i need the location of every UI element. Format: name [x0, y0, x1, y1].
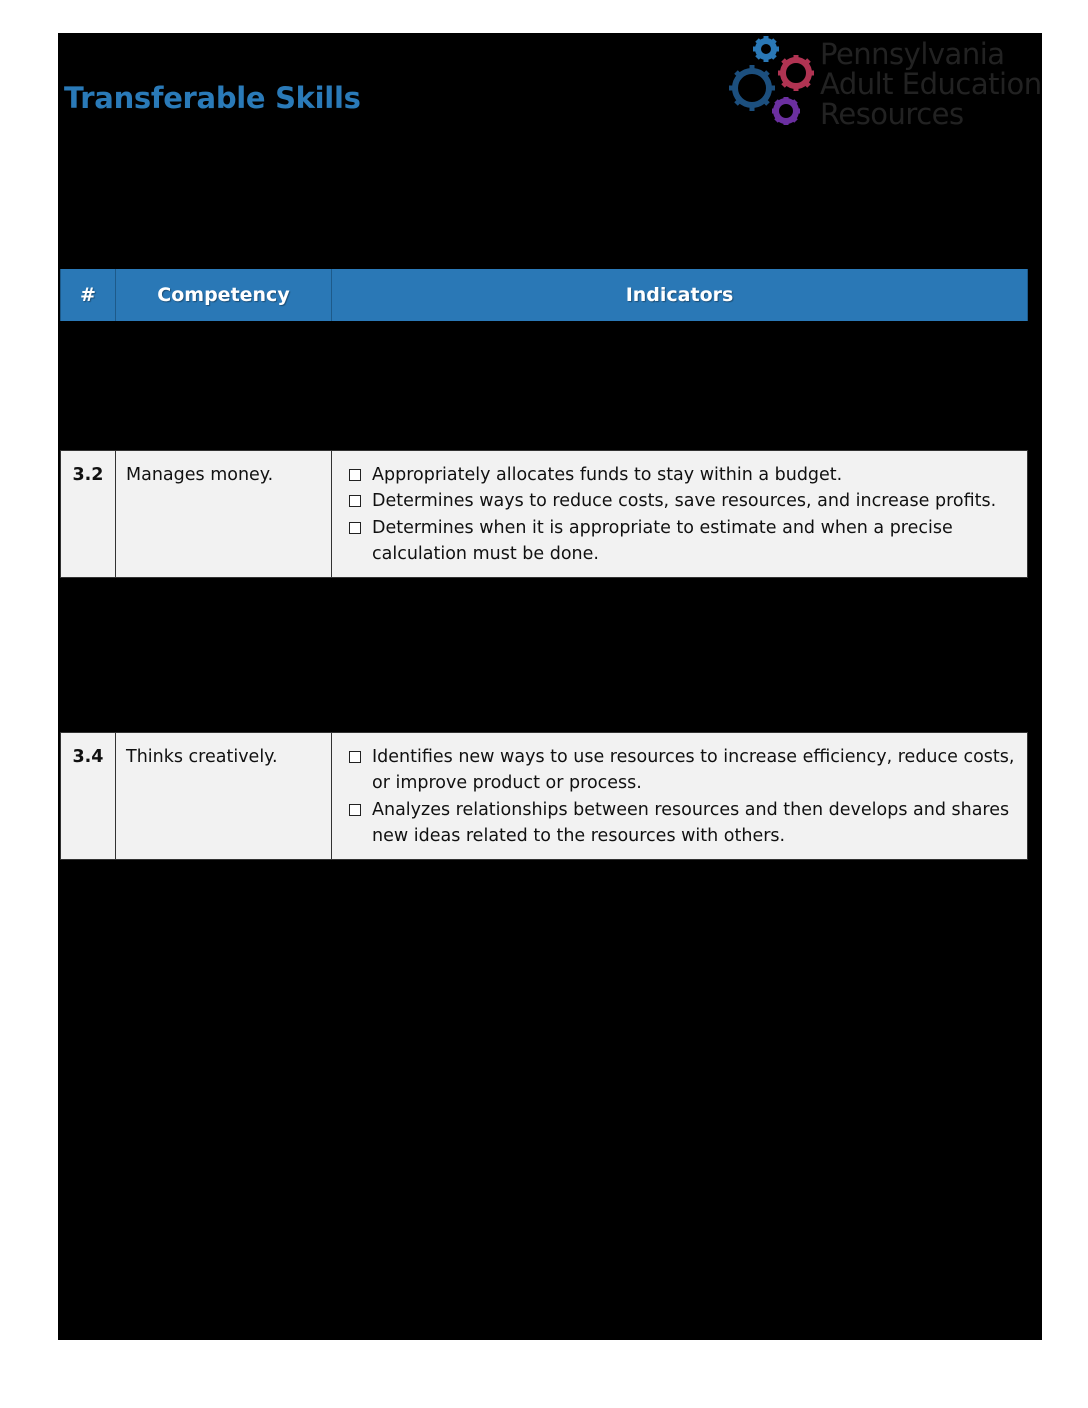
logo-line-1: Pennsylvania: [820, 37, 1005, 71]
indicator-text: Appropriately allocates funds to stay within a budget.: [372, 464, 843, 485]
row-competency: Manages money.: [116, 450, 332, 577]
hidden-row: [61, 577, 1028, 732]
logo-wordmark: [820, 39, 1042, 129]
indicator-item: [348, 744, 1021, 797]
table-row: [61, 450, 1028, 577]
table-header-row: [61, 269, 1028, 321]
gears-icon: [724, 33, 824, 133]
indicator-text: Determines when it is appropriate to estimate and when a precise calculation must be done.: [372, 517, 953, 564]
indicator-text: Identifies new ways to use resources to increase efficiency, reduce costs, or improve product or process.: [372, 746, 1015, 793]
document-page: [58, 33, 1042, 1340]
checkbox[interactable]: [349, 522, 361, 534]
checkbox[interactable]: [349, 751, 361, 763]
indicator-item: [348, 462, 1021, 489]
checkbox[interactable]: [349, 495, 361, 507]
header-number: #: [61, 269, 116, 321]
indicator-item: [348, 488, 1021, 515]
page-title: Transferable Skills: [64, 81, 361, 115]
indicator-item: [348, 797, 1021, 850]
logo-line-2: Adult Education: [820, 67, 1042, 101]
row-number: 3.2: [61, 450, 116, 577]
logo-line-3: Resources: [820, 97, 964, 131]
table-row: [61, 732, 1028, 859]
hidden-row: [61, 321, 1028, 450]
checkbox[interactable]: [349, 804, 361, 816]
checkbox[interactable]: [349, 469, 361, 481]
header-indicators: Indicators: [332, 269, 1028, 321]
competency-table: [60, 269, 1028, 860]
logo: [724, 33, 1040, 133]
row-competency: Thinks creatively.: [116, 732, 332, 859]
row-indicators: [332, 450, 1028, 577]
header-competency: Competency: [116, 269, 332, 321]
row-indicators: [332, 732, 1028, 859]
indicator-text: Determines ways to reduce costs, save resources, and increase profits.: [372, 491, 997, 511]
indicator-item: [348, 515, 1021, 568]
row-number: 3.4: [61, 732, 116, 859]
indicator-text: Analyzes relationships between resources and then develops and shares new ideas related to the resources with others.: [372, 799, 1010, 846]
